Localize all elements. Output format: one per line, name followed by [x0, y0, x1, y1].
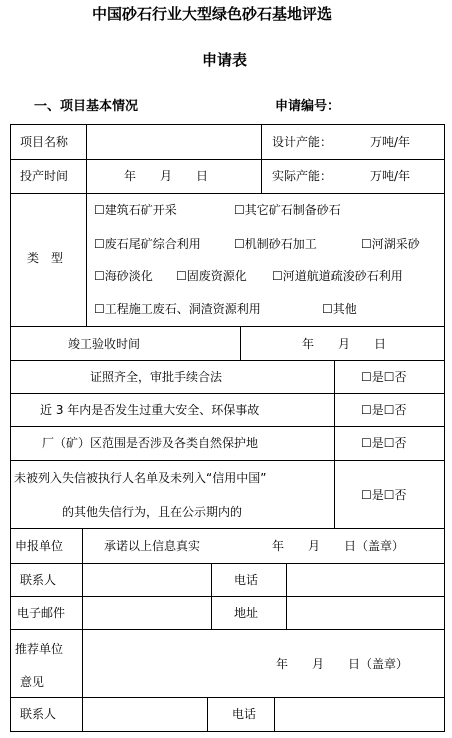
form-subtitle: 申请表	[202, 51, 248, 69]
rule-9	[10, 563, 445, 564]
applicant-phone-label: 电话	[234, 573, 259, 587]
col-recommender-divider-a	[207, 697, 208, 732]
section-heading: 一、项目基本情况	[34, 99, 139, 114]
type-option[interactable]: ☐固废资源化	[176, 269, 247, 283]
applicant-date-seal: 年 月 日（盖章）	[272, 539, 405, 553]
check-question-line2: 的其他失信行为，且在公示期内的	[62, 505, 243, 519]
actual-capacity-label: 实际产能：	[272, 169, 333, 183]
actual-capacity-unit: 万吨/年	[370, 169, 411, 183]
rule-right	[444, 124, 445, 732]
check-question: 近 3 年内是否发生过重大安全、环保事故	[40, 403, 260, 417]
type-option[interactable]: ☐其它矿石制备砂石	[234, 203, 341, 217]
check-answer[interactable]: ☐是☐否	[361, 436, 407, 450]
type-label: 类 型	[27, 251, 64, 265]
type-option[interactable]: ☐废石尾矿综合利用	[94, 237, 201, 251]
rule-bottom	[10, 731, 445, 732]
type-option[interactable]: ☐河道航道疏浚砂石利用	[272, 269, 403, 283]
acceptance-time-label: 竣工验收时间	[68, 337, 141, 351]
rule-left	[10, 124, 11, 732]
rule-5	[10, 393, 445, 394]
rule-6	[10, 426, 445, 427]
rule-3	[10, 326, 445, 327]
type-option[interactable]: ☐其他	[322, 302, 357, 316]
recommender-label-line1: 推荐单位	[15, 642, 64, 656]
acceptance-date: 年 月 日	[302, 337, 387, 351]
check-answer[interactable]: ☐是☐否	[361, 488, 407, 502]
col-applicant-label-divider	[82, 528, 83, 732]
type-option[interactable]: ☐海砂淡化	[94, 269, 153, 283]
recommender-label-line2: 意见	[20, 675, 45, 689]
check-question: 证照齐全，审批手续合法	[90, 370, 223, 384]
rule-4	[10, 360, 445, 361]
check-question: 厂（矿）区范围是否涉及各类自然保护地	[42, 436, 259, 450]
rule-top	[10, 124, 445, 125]
type-option[interactable]: ☐河湖采砂	[361, 237, 420, 251]
rule-7	[10, 460, 445, 461]
production-date: 年 月 日	[124, 169, 209, 183]
col-contact-divider-b	[286, 563, 287, 630]
rule-11	[10, 629, 445, 630]
check-question-line1: 未被列入失信被执行人名单及未列入“信用中国”	[14, 471, 267, 485]
form-title: 中国砂石行业大型绿色砂石基地评选	[92, 5, 333, 23]
production-time-label: 投产时间	[20, 169, 69, 183]
col-recommender-divider-b	[274, 697, 275, 732]
col-acceptance-divider	[240, 326, 241, 361]
recommender-contact-label: 联系人	[20, 707, 57, 721]
applicant-commitment: 承诺以上信息真实	[104, 539, 201, 553]
rule-2	[10, 193, 445, 194]
applicant-unit-label: 申报单位	[15, 539, 64, 553]
rule-1	[10, 159, 445, 160]
design-capacity-label: 设计产能：	[272, 135, 333, 149]
applicant-contact-label: 联系人	[20, 573, 57, 587]
type-option[interactable]: ☐机制砂石加工	[234, 237, 317, 251]
check-answer[interactable]: ☐是☐否	[361, 370, 407, 384]
rule-8	[10, 528, 445, 529]
type-option[interactable]: ☐工程施工废石、洞渣资源利用	[94, 302, 261, 316]
project-name-label: 项目名称	[20, 135, 69, 149]
applicant-email-label: 电子邮件	[17, 606, 66, 620]
type-option[interactable]: ☐建筑石矿开采	[94, 203, 177, 217]
rule-12	[10, 697, 445, 698]
design-capacity-unit: 万吨/年	[370, 135, 411, 149]
application-number-label: 申请编号：	[275, 99, 341, 114]
recommender-date-seal: 年 月 日（盖章）	[276, 657, 409, 671]
recommender-phone-label: 电话	[232, 707, 257, 721]
col-capacity-divider	[261, 124, 262, 194]
applicant-address-label: 地址	[234, 606, 259, 620]
col-contact-divider-a	[211, 563, 212, 630]
col-answer-divider	[334, 360, 335, 529]
check-answer[interactable]: ☐是☐否	[361, 403, 407, 417]
col-label-divider	[86, 124, 87, 327]
rule-10	[10, 596, 445, 597]
